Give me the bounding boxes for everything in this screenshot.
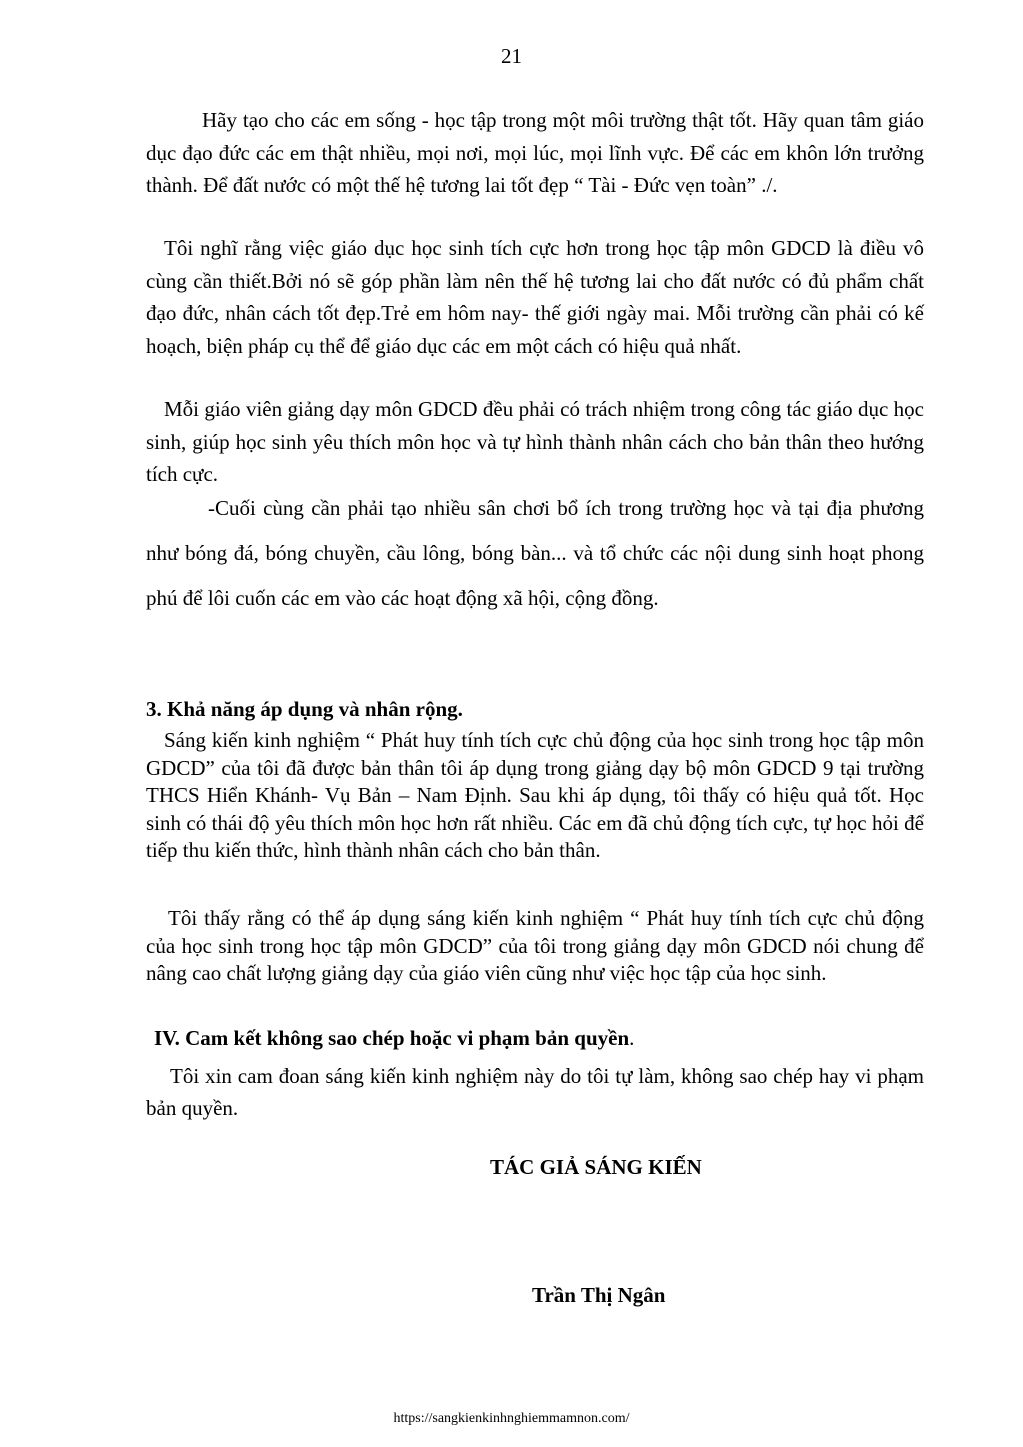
signature-name: Trần Thị Ngân [532,1283,666,1307]
paragraph-scalability: Tôi thấy rằng có thể áp dụng sáng kiến kinh nghiệm “ Phát huy tính tích cực chủ động của học sinh trong học tập môn GDCD” của tôi trong giảng dạy môn GDCD nói chung để nâng cao chất lượng giảng dạy của giáo viên cũng như việc học tập của học sinh. [146,906,924,986]
paragraph-application: Sáng kiến kinh nghiệm “ Phát huy tính tích cực chủ động của học sinh trong học tập môn GDCD” của tôi đã được bản thân tôi áp dụng trong giảng dạy bộ môn GDCD 9 tại trường THCS Hiển Khánh- Vụ Bản – Nam Định. Sau khi áp dụng, tôi thấy có hiệu quả tốt. Học sinh có thái độ yêu thích môn học hơn rất nhiều. Các em đã chủ động tích cực, tự học hỏi để tiếp thu kiến thức, hình thành nhân cách cho bản thân. [146,728,924,863]
section-heading-commitment-text: IV. Cam kết không sao chép hoặc vi phạm bản quyền [154,1026,630,1050]
section-heading-commitment-period: . [629,1026,635,1050]
page-number: 21 [501,44,522,68]
footer-url: https://sangkienkinhnghiemmamnon.com/ [393,1411,630,1426]
paragraph-teacher-responsibility: Mỗi giáo viên giảng dạy môn GDCD đều phải có trách nhiệm trong công tác giáo dục học sinh, giúp học sinh yêu thích môn học và tự hình thành nhân cách cho bản thân theo hướng tích cực. [146,397,924,486]
paragraph-commitment: Tôi xin cam đoan sáng kiến kinh nghiệm này do tôi tự làm, không sao chép hay vi phạm bản quyền. [146,1064,924,1120]
paragraph-playgrounds: -Cuối cùng cần phải tạo nhiều sân chơi bổ ích trong trường học và tại địa phương như bóng đá, bóng chuyền, cầu lông, bóng bàn... và tổ chức các nội dung sinh hoạt phong phú để lôi cuốn các em vào các hoạt động xã hội, cộng đồng. [146,496,924,610]
section-heading-commitment [154,1026,634,1051]
signature-title: TÁC GIẢ SÁNG KIẾN [490,1155,702,1179]
paragraph-necessity: Tôi nghĩ rằng việc giáo dục học sinh tích cực hơn trong học tập môn GDCD là điều vô cùng cần thiết.Bởi nó sẽ góp phần làm nên thế hệ tương lai cho đất nước có đủ phẩm chất đạo đức, nhân cách tốt đẹp.Trẻ em hôm nay- thế giới ngày mai. Mỗi trường cần phải có kế hoạch, biện pháp cụ thể để giáo dục các em một cách có hiệu quả nhất. [146,236,924,358]
paragraph-environment: Hãy tạo cho các em sống - học tập trong một môi trường thật tốt. Hãy quan tâm giáo dục đạo đức các em thật nhiều, mọi nơi, mọi lúc, mọi lĩnh vực. Để các em khôn lớn trưởng thành. Để đất nước có một thế hệ tương lai tốt đẹp “ Tài - Đức vẹn toàn” ./. [146,108,924,197]
section-heading-applicability: 3. Khả năng áp dụng và nhân rộng. [146,697,463,721]
